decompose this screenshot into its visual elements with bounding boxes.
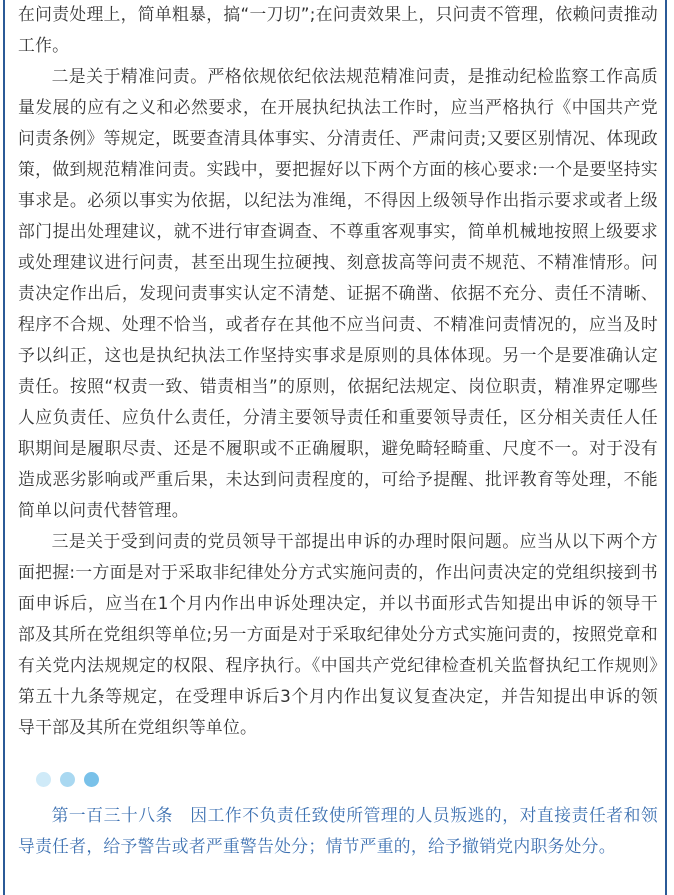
divider-dot-medium [60,772,75,787]
divider-dot-dark [84,772,99,787]
regulation-article-138: 第一百三十八条 因工作不负责任致使所管理的人员叛逃的，对直接责任者和领导责任者，给予警告或者严重警告处分；情节严重的，给予撤销党内职务处分。 [18,805,658,856]
paragraph-appeal-time-limit: 三是关于受到问责的党员领导干部提出申诉的办理时限问题。应当从以下两个方面把握:一方面是对于采取非纪律处分方式实施问责的，作出问责决定的党组织接到书面申诉后，应当在1个月内作出申诉处理决定，并以书面形式告知提出申诉的领导干部及其所在党组织等单位;另一方面是对于采取纪律处分方式实施问责的，按照党章和有关党内法规规定的权限、程序执行。《中国共产党纪律检查机关监督执纪工作规则》第五十九条等规定，在受理申诉后3个月内作出复议复查决定，并告知提出申诉的领导干部及其所在党组织等单位。 [18,531,658,737]
article-body [18,0,658,743]
divider-dot-light [36,772,51,787]
paragraph-precise-accountability: 二是关于精准问责。严格依规依纪依法规范精准问责，是推动纪检监察工作高质量发展的应有之义和必然要求，在开展执纪执法工作时，应当严格执行《中国共产党问责条例》等规定，既要查清具体事实、分清责任、严肃问责;又要区别情况、体现政策，做到规范精准问责。实践中，要把握好以下两个方面的核心要求:一个是要坚持实事求是。必须以事实为依据，以纪法为准绳，不得因上级领导作出指示要求或者上级部门提出处理建议，就不进行审查调查、不尊重客观事实，简单机械地按照上级要求或处理建议进行问责，甚至出现生拉硬拽、刻意拔高等问责不规范、不精准情形。问责决定作出后，发现问责事实认定不清楚、证据不确凿、依据不充分、责任不清晰、程序不合规、处理不恰当，或者存在其他不应当问责、不精准问责情况的，应当及时予以纠正，这也是执纪执法工作坚持实事求是原则的具体体现。另一个是要准确认定责任。按照“权责一致、错责相当”的原则，依据纪法规定、岗位职责，精准界定哪些人应负责任、应负什么责任，分清主要领导责任和重要领导责任，区分相关责任人任职期间是履职尽责、还是不履职或不正确履职，避免畸轻畸重、尺度不一。对于没有造成恶劣影响或严重后果，未达到问责程度的，可给予提醒、批评教育等处理，不能简单以问责代替管理。 [18,66,658,520]
paragraph-accountability-methods: 在问责处理上，简单粗暴，搞“一刀切”;在问责效果上，只问责不管理，依赖问责推动工作。 [18,4,658,55]
